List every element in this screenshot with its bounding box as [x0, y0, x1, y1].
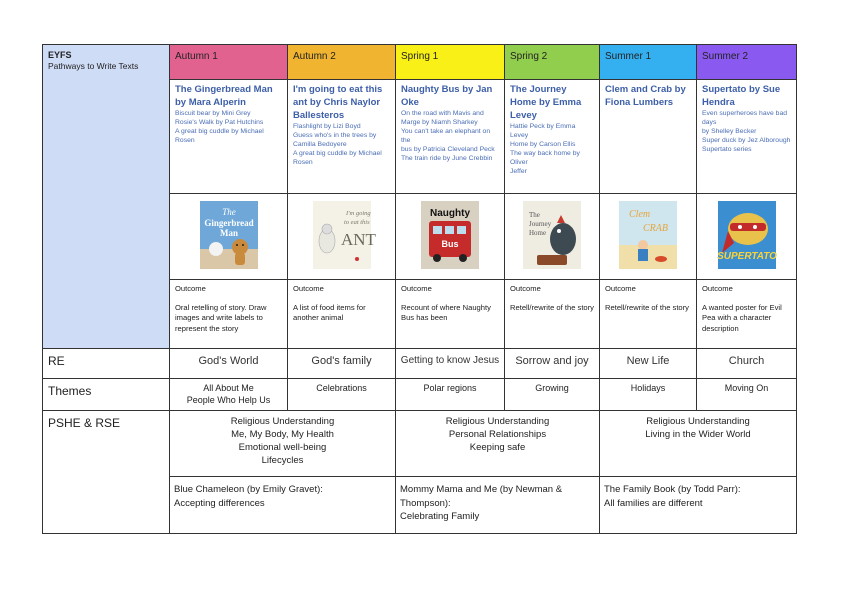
- book-title: Supertato by Sue Hendra: [702, 84, 781, 108]
- eyfs-title: EYFS: [48, 50, 72, 60]
- pshe-line: Lifecycles: [261, 455, 304, 466]
- gingerbread-man-cover-icon: [200, 201, 258, 269]
- term-header-summer-2: Summer 2: [697, 45, 797, 80]
- cover-cell: [697, 194, 797, 280]
- svg-text:Naughty: Naughty: [430, 208, 470, 219]
- outcome-label: Outcome: [175, 284, 206, 293]
- pshe-book-line: The Family Book (by Todd Parr):: [604, 484, 741, 495]
- outcome-cell: [505, 280, 600, 349]
- related-book: by Shelley Becker: [702, 128, 757, 135]
- ant-cover-icon: [313, 201, 376, 269]
- re-row-label: RE: [43, 349, 170, 379]
- cover-cell: [505, 194, 600, 280]
- pshe-book-summer: [600, 477, 797, 534]
- cover-cell: [170, 194, 288, 280]
- pshe-summer: [600, 411, 797, 477]
- term-header-spring-2: Spring 2: [505, 45, 600, 80]
- re-value: Getting to know Jesus: [396, 349, 505, 379]
- related-book: Rosie's Walk by Pat Hutchins: [175, 119, 264, 126]
- pshe-book-line: Accepting differences: [174, 497, 265, 509]
- pshe-line: Living in the Wider World: [645, 429, 751, 440]
- theme-line: All About Me: [203, 383, 254, 393]
- related-book: A great big cuddle by Michael Rosen: [293, 150, 382, 166]
- svg-text:Home: Home: [529, 229, 547, 237]
- book-cell: [697, 80, 797, 194]
- themes-row-label: Themes: [43, 379, 170, 411]
- related-book: Supertato series: [702, 146, 752, 153]
- theme-value: Moving On: [697, 379, 797, 411]
- naughty-bus-cover-icon: [421, 201, 479, 269]
- book-cell: [396, 80, 505, 194]
- related-book: Super duck by Jez Alborough: [702, 137, 791, 144]
- outcome-text: Oral retelling of story. Draw images and write labels to represent the story: [175, 302, 267, 333]
- book-cell: [600, 80, 697, 194]
- pshe-book-line: Mommy Mama and Me (by Newman &: [400, 484, 563, 495]
- pshe-line: Religious Understanding: [646, 416, 750, 427]
- outcome-text: Retell/rewrite of the story: [510, 302, 594, 312]
- journey-home-cover-icon: [523, 201, 581, 269]
- outcome-text: Retell/rewrite of the story: [605, 302, 689, 312]
- outcome-label: Outcome: [293, 284, 324, 293]
- pshe-line: Me, My Body, My Health: [231, 429, 334, 440]
- related-book: The way back home by Oliver: [510, 150, 580, 166]
- svg-text:Man: Man: [219, 228, 238, 238]
- book-cell: [505, 80, 600, 194]
- pshe-line: Keeping safe: [469, 442, 526, 453]
- svg-text:CRAB: CRAB: [643, 223, 668, 234]
- svg-text:Journey: Journey: [529, 220, 552, 228]
- related-book: The train ride by June Crebbin: [401, 155, 493, 162]
- re-value: New Life: [600, 349, 697, 379]
- term-header-autumn-1: Autumn 1: [170, 45, 288, 80]
- cover-cell: [600, 194, 697, 280]
- theme-value: [170, 379, 288, 411]
- svg-text:to eat this: to eat this: [343, 219, 370, 226]
- cover-cell: [288, 194, 396, 280]
- term-header-spring-1: Spring 1: [396, 45, 505, 80]
- book-cell: [288, 80, 396, 194]
- book-title: I'm going to eat this ant by Chris Naylor Ballesteros: [293, 84, 383, 121]
- theme-value: Growing: [505, 379, 600, 411]
- re-value: God's World: [170, 349, 288, 379]
- pshe-book-line: All families are different: [604, 497, 703, 509]
- related-book: A great big cuddle by Michael Rosen: [175, 128, 264, 144]
- theme-value: Polar regions: [396, 379, 505, 411]
- clem-crab-cover-icon: [619, 201, 677, 269]
- outcome-cell: [600, 280, 697, 349]
- eyfs-header-cell: [43, 45, 170, 349]
- pshe-line: Religious Understanding: [445, 416, 550, 427]
- book-title: Naughty Bus by Jan Oke: [401, 84, 493, 108]
- pshe-book-autumn: [170, 477, 396, 534]
- related-book: On the road with Mavis and Marge by Niamh Sharkey: [401, 110, 484, 126]
- outcome-text: A wanted poster for Evil Pea with a character description: [702, 302, 782, 333]
- outcome-text: A list of food items for another animal: [293, 302, 366, 322]
- outcome-label: Outcome: [702, 284, 733, 293]
- pshe-autumn: [170, 411, 396, 477]
- svg-text:ANT: ANT: [340, 230, 376, 249]
- related-book: Home by Carson Ellis: [510, 141, 576, 148]
- outcome-cell: [170, 280, 288, 349]
- outcome-text: Recount of where Naughty Bus has been: [401, 302, 491, 322]
- theme-value: Celebrations: [288, 379, 396, 411]
- cover-cell: [396, 194, 505, 280]
- svg-text:Gingerbread: Gingerbread: [203, 218, 254, 228]
- related-book: Guess who's in the trees by Camilla Bedoyere: [293, 132, 377, 148]
- re-value: Church: [697, 349, 797, 379]
- outcome-cell: [697, 280, 797, 349]
- curriculum-table: [42, 44, 797, 534]
- related-book: Jeffer: [510, 168, 527, 175]
- theme-line: People Who Help Us: [186, 395, 271, 405]
- book-title: The Gingerbread Man by Mara Alperin: [175, 84, 273, 108]
- outcome-cell: [396, 280, 505, 349]
- related-book: bus by Patricia Cleveland Peck: [401, 146, 495, 153]
- pshe-book-line: Celebrating Family: [400, 511, 480, 522]
- book-title: The Journey Home by Emma Levey: [510, 84, 582, 121]
- outcome-label: Outcome: [401, 284, 432, 293]
- pshe-book-line: Thompson):: [400, 497, 451, 509]
- related-book: Flashlight by Lizi Boyd: [293, 123, 361, 130]
- pshe-book-spring: [396, 477, 600, 534]
- pshe-spring: [396, 411, 600, 477]
- book-cell: [170, 80, 288, 194]
- book-title: Clem and Crab by Fiona Lumbers: [605, 84, 686, 108]
- svg-text:The: The: [529, 211, 540, 219]
- eyfs-subtitle: Pathways to Write Texts: [48, 61, 139, 71]
- svg-text:Clem: Clem: [629, 209, 651, 220]
- supertato-cover-icon: [718, 201, 776, 269]
- outcome-label: Outcome: [605, 284, 636, 293]
- svg-text:Bus: Bus: [441, 239, 459, 249]
- term-header-summer-1: Summer 1: [600, 45, 697, 80]
- pshe-row-label: PSHE & RSE: [43, 411, 170, 534]
- pshe-line: Emotional well-being: [238, 442, 327, 453]
- outcome-label: Outcome: [510, 284, 541, 293]
- related-book: Even superheroes have bad days: [702, 110, 788, 126]
- term-header-autumn-2: Autumn 2: [288, 45, 396, 80]
- svg-text:I'm going: I'm going: [345, 210, 371, 217]
- pshe-line: Personal Relationships: [448, 429, 547, 440]
- re-value: Sorrow and joy: [505, 349, 600, 379]
- theme-value: Holidays: [600, 379, 697, 411]
- related-book: You can't take an elephant on the: [401, 128, 491, 144]
- related-book: Hattie Peck by Emma Levey: [510, 123, 576, 139]
- re-value: God's family: [288, 349, 396, 379]
- related-book: Biscuit bear by Mini Grey: [175, 110, 251, 117]
- outcome-cell: [288, 280, 396, 349]
- pshe-book-line: Blue Chameleon (by Emily Gravet):: [174, 484, 323, 495]
- svg-text:SUPERTATO: SUPERTATO: [716, 251, 777, 262]
- pshe-line: Religious Understanding: [230, 416, 335, 427]
- svg-text:The: The: [221, 207, 236, 217]
